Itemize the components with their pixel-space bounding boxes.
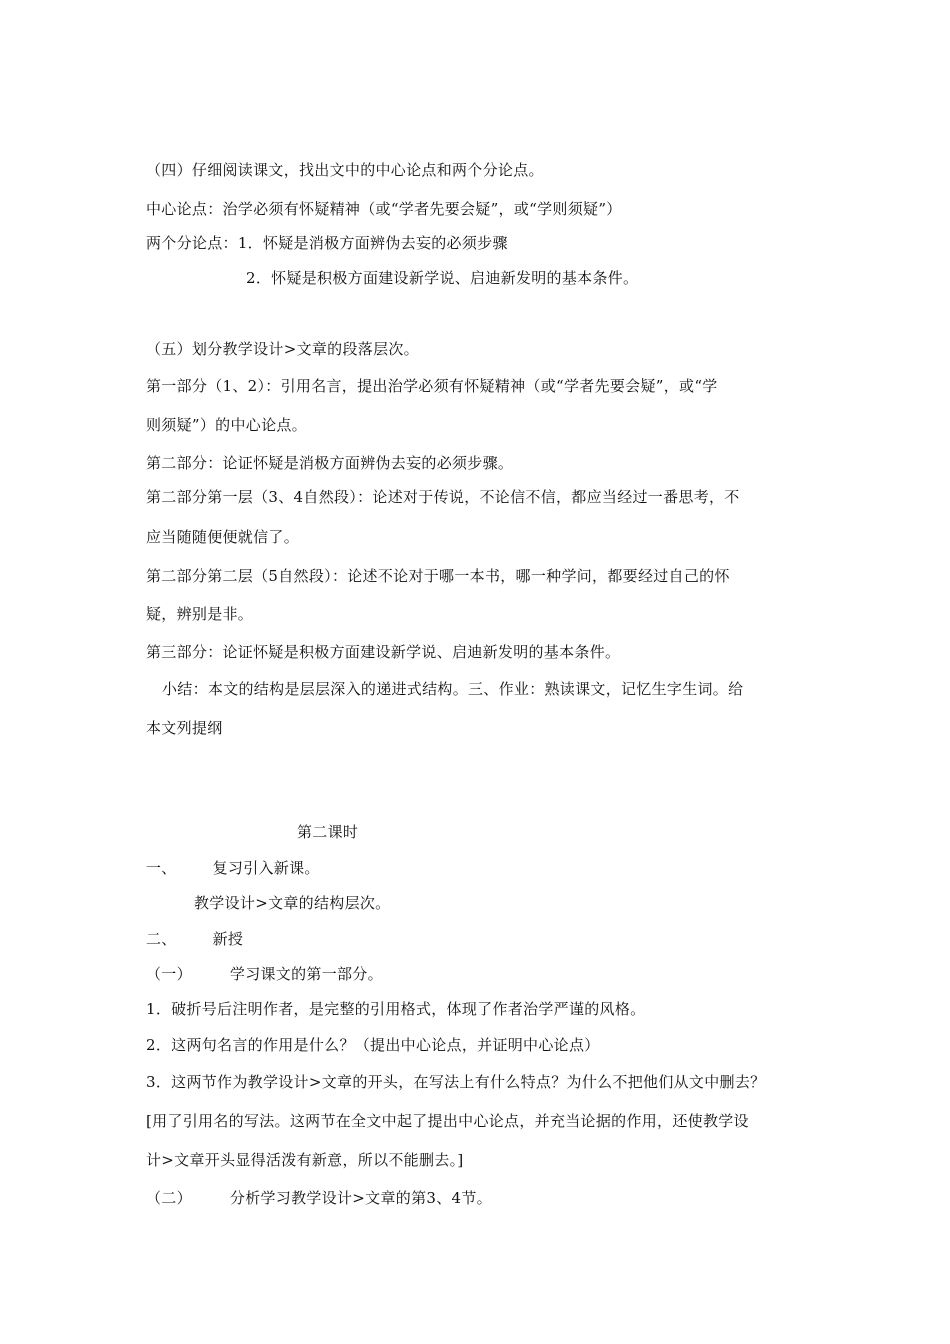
part2: 第二部分：论证怀疑是消极方面辨伪去妄的必须步骤。 — [146, 454, 514, 472]
item1-text: 复习引入新课。 — [212, 859, 320, 877]
section5-heading: （五）划分教学设计>文章的段落层次。 — [146, 340, 419, 358]
central-argument-text: 治学必须有怀疑精神（或“学者先要会疑”，或“学则须疑”） — [222, 200, 622, 218]
section4-heading: （四）仔细阅读课文，找出文中的中心论点和两个分论点。 — [146, 161, 544, 179]
sub-arguments-line — [146, 233, 508, 253]
lesson2-title: 第二课时 — [297, 823, 359, 841]
item2-line — [146, 929, 243, 949]
item1-sub: 教学设计>文章的结构层次。 — [194, 894, 391, 912]
answer-line2: 计>文章开头显得活泼有新意，所以不能删去。] — [146, 1151, 464, 1169]
summary-line2: 本文列提纲 — [146, 719, 223, 737]
question-1: 1．破折号后注明作者，是完整的引用格式，体现了作者治学严谨的风格。 — [146, 1000, 646, 1018]
part2-layer1-line2: 应当随随便便就信了。 — [146, 528, 300, 546]
part2-layer2-line1: 第二部分第二层（5自然段）：论述不论对于哪一本书，哪一种学问，都要经过自己的怀 — [146, 567, 730, 585]
summary-line1: 小结：本文的结构是层层深入的递进式结构。三、作业：熟读课文，记忆生字生词。给 — [162, 680, 744, 698]
part1-line2: 则须疑”）的中心论点。 — [146, 416, 307, 434]
subsection2-text: 分析学习教学设计>文章的第3、4节。 — [229, 1189, 492, 1207]
subsection1-text: 学习课文的第一部分。 — [229, 965, 383, 983]
central-argument-label: 中心论点： — [146, 200, 223, 218]
part2-layer2-line2: 疑，辨别是非。 — [146, 605, 254, 623]
item1-line — [146, 858, 320, 878]
part1-line1: 第一部分（1、2）：引用名言，提出治学必须有怀疑精神（或“学者先要会疑”，或“学 — [146, 377, 718, 395]
central-argument-line — [146, 199, 622, 219]
item2-number: 二、 — [146, 930, 177, 948]
item1-number: 一、 — [146, 859, 177, 877]
sub-argument-2: 2．怀疑是积极方面建设新学说、启迪新发明的基本条件。 — [246, 269, 639, 287]
sub-arguments-label: 两个分论点： — [146, 234, 238, 252]
part3: 第三部分：论证怀疑是积极方面建设新学说、启迪新发明的基本条件。 — [146, 643, 621, 661]
subsection1-line — [146, 964, 383, 984]
subsection1-number: （一） — [146, 965, 192, 983]
subsection2-number: （二） — [146, 1189, 192, 1207]
question-2: 2．这两句名言的作用是什么？（提出中心论点，并证明中心论点） — [146, 1036, 600, 1054]
part2-layer1-line1: 第二部分第一层（3、4自然段）：论述对于传说，不论信不信，都应当经过一番思考，不 — [146, 488, 740, 506]
sub-argument-1: 1．怀疑是消极方面辨伪去妄的必须步骤 — [237, 234, 508, 252]
answer-line1: [用了引用名的写法。这两节在全文中起了提出中心论点，并充当论据的作用，还使教学设 — [146, 1112, 749, 1130]
item2-text: 新授 — [212, 930, 244, 948]
question-3: 3．这两节作为教学设计>文章的开头，在写法上有什么特点？为什么不把他们从文中删去？ — [146, 1073, 766, 1091]
subsection2-line — [146, 1188, 492, 1208]
